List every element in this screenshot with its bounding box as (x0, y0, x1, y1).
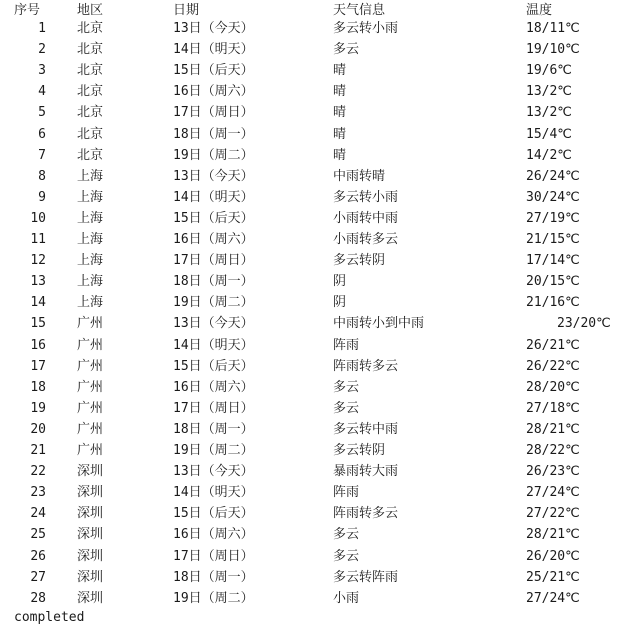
cell-city: 广州 (77, 400, 104, 416)
table-row (0, 102, 623, 123)
cell-temp: 28/20℃ (526, 379, 580, 395)
cell-city: 上海 (77, 168, 104, 184)
cell-weather: 阵雨转多云 (333, 506, 399, 522)
cell-city: 北京 (77, 63, 104, 79)
cell-index: 9 (38, 189, 46, 205)
table-row (0, 398, 623, 419)
cell-date: 18日（周一） (173, 274, 254, 290)
table-row (0, 39, 623, 60)
cell-index: 27 (30, 569, 46, 585)
cell-weather: 阴 (333, 274, 347, 290)
cell-weather: 中雨转小到中雨 (333, 316, 425, 332)
cell-weather: 多云转小雨 (333, 21, 399, 36)
cell-date: 13日（今天） (173, 464, 254, 480)
cell-date: 15日（后天） (173, 358, 254, 374)
cell-weather: 小雨 (333, 590, 360, 606)
cell-city: 广州 (77, 358, 104, 374)
table-row (0, 18, 623, 39)
cell-temp: 13/2℃ (526, 105, 572, 121)
cell-weather: 中雨转晴 (333, 168, 386, 184)
cell-weather: 多云 (333, 548, 360, 564)
cell-city: 上海 (77, 295, 104, 311)
cell-city: 上海 (77, 232, 104, 247)
cell-weather: 多云转阴 (333, 253, 386, 269)
cell-temp: 14/2℃ (526, 147, 572, 163)
cell-index: 23 (30, 485, 46, 501)
cell-index: 20 (30, 421, 46, 437)
cell-index: 6 (38, 126, 46, 142)
cell-index: 7 (38, 147, 46, 163)
cell-index: 5 (38, 105, 46, 121)
cell-index: 12 (30, 253, 46, 269)
cell-index: 24 (30, 506, 46, 522)
header-city: 地区 (77, 3, 104, 18)
cell-date: 18日（周一） (173, 569, 254, 585)
cell-temp: 28/21℃ (526, 527, 580, 543)
cell-weather: 阴 (333, 295, 347, 311)
cell-index: 26 (30, 548, 46, 564)
cell-temp: 27/19℃ (526, 210, 580, 226)
cell-city: 深圳 (77, 464, 104, 480)
cell-city: 北京 (77, 126, 104, 142)
cell-city: 上海 (77, 189, 104, 205)
cell-temp: 26/20℃ (526, 548, 580, 564)
cell-city: 北京 (77, 105, 104, 121)
table-row (0, 124, 623, 145)
cell-date: 14日（明天） (173, 189, 254, 205)
cell-temp: 15/4℃ (526, 126, 572, 142)
cell-weather: 晴 (333, 63, 347, 79)
cell-city: 广州 (77, 421, 104, 437)
cell-temp: 27/18℃ (526, 400, 580, 416)
cell-weather: 多云 (333, 527, 360, 543)
cell-temp: 28/21℃ (526, 421, 580, 437)
table-row (0, 335, 623, 356)
cell-index: 21 (30, 443, 46, 458)
cell-temp: 26/21℃ (526, 337, 580, 353)
cell-date: 15日（后天） (173, 506, 254, 522)
cell-weather: 暴雨转大雨 (333, 464, 399, 480)
cell-weather: 阵雨 (333, 485, 360, 501)
cell-index: 14 (30, 295, 46, 311)
cell-date: 18日（周一） (173, 421, 254, 437)
cell-weather: 多云转小雨 (333, 189, 399, 205)
cell-index: 22 (30, 464, 46, 480)
cell-temp: 27/22℃ (526, 506, 580, 522)
table-row (0, 81, 623, 102)
cell-index: 28 (30, 590, 46, 606)
table-row (0, 461, 623, 482)
cell-weather: 多云 (333, 400, 360, 416)
cell-date: 19日（周二） (173, 147, 254, 163)
table-row (0, 60, 623, 81)
cell-city: 深圳 (77, 527, 104, 543)
cell-city: 广州 (77, 379, 104, 395)
cell-index: 13 (30, 274, 46, 290)
cell-temp: 19/6℃ (526, 63, 572, 79)
table-row (0, 145, 623, 166)
cell-date: 16日（周六） (173, 527, 254, 543)
cell-date: 14日（明天） (173, 337, 254, 353)
cell-weather: 小雨转中雨 (333, 210, 399, 226)
cell-weather: 阵雨 (333, 337, 360, 353)
cell-date: 19日（周二） (173, 443, 254, 458)
cell-weather: 晴 (333, 84, 347, 100)
table-row (0, 588, 623, 609)
table-row (0, 503, 623, 524)
table-row (0, 356, 623, 377)
table-row (0, 567, 623, 588)
table-row (0, 524, 623, 545)
cell-weather: 阵雨转多云 (333, 358, 399, 374)
header-weather: 天气信息 (333, 3, 386, 18)
cell-city: 深圳 (77, 548, 104, 564)
cell-city: 广州 (77, 316, 104, 332)
cell-date: 17日（周日） (173, 253, 254, 269)
cell-city: 北京 (77, 147, 104, 163)
cell-city: 上海 (77, 253, 104, 269)
cell-date: 17日（周日） (173, 105, 254, 121)
cell-date: 18日（周一） (173, 126, 254, 142)
cell-temp: 18/11℃ (526, 21, 580, 36)
table-row (0, 482, 623, 503)
table-row (0, 377, 623, 398)
cell-date: 19日（周二） (173, 590, 254, 606)
cell-index: 25 (30, 527, 46, 543)
cell-city: 北京 (77, 42, 104, 58)
cell-temp: 26/24℃ (526, 168, 580, 184)
cell-city: 深圳 (77, 506, 104, 522)
table-row (0, 292, 623, 313)
cell-index: 1 (38, 21, 46, 36)
cell-index: 16 (30, 337, 46, 353)
cell-index: 17 (30, 358, 46, 374)
cell-date: 16日（周六） (173, 84, 254, 100)
cell-weather: 晴 (333, 147, 347, 163)
cell-temp: 26/22℃ (526, 358, 580, 374)
table-row (0, 166, 623, 187)
header-temp: 温度 (526, 3, 553, 18)
cell-city: 深圳 (77, 590, 104, 606)
cell-date: 14日（明天） (173, 42, 254, 58)
header-date: 日期 (173, 3, 200, 18)
cell-date: 16日（周六） (173, 379, 254, 395)
cell-city: 深圳 (77, 485, 104, 501)
header-index: 序号 (14, 3, 41, 18)
cell-weather: 多云 (333, 379, 360, 395)
cell-temp: 30/24℃ (526, 189, 580, 205)
table-row (0, 440, 623, 461)
cell-date: 14日（明天） (173, 485, 254, 501)
cell-index: 3 (38, 63, 46, 79)
cell-date: 19日（周二） (173, 295, 254, 311)
cell-temp: 19/10℃ (526, 42, 580, 58)
table-row (0, 208, 623, 229)
cell-temp: 20/15℃ (526, 274, 580, 290)
cell-temp: 26/23℃ (526, 464, 580, 480)
cell-temp: 28/22℃ (526, 443, 580, 458)
cell-index: 18 (30, 379, 46, 395)
table-row (0, 250, 623, 271)
cell-weather: 多云转中雨 (333, 421, 399, 437)
cell-date: 17日（周日） (173, 548, 254, 564)
cell-city: 上海 (77, 210, 104, 226)
cell-index: 11 (30, 232, 46, 247)
cell-city: 北京 (77, 84, 104, 100)
cell-date: 15日（后天） (173, 63, 254, 79)
cell-city: 深圳 (77, 569, 104, 585)
cell-index: 8 (38, 168, 46, 184)
table-row (0, 187, 623, 208)
cell-date: 13日（今天） (173, 168, 254, 184)
cell-city: 北京 (77, 21, 104, 36)
cell-date: 13日（今天） (173, 21, 254, 36)
cell-weather: 晴 (333, 126, 347, 142)
cell-temp: 23/20℃ (557, 316, 611, 332)
cell-index: 10 (30, 210, 46, 226)
cell-index: 2 (38, 42, 46, 58)
cell-temp: 17/14℃ (526, 253, 580, 269)
table-row (0, 229, 623, 250)
cell-weather: 多云 (333, 42, 360, 58)
cell-weather: 小雨转多云 (333, 232, 399, 247)
table-row (0, 313, 623, 334)
cell-temp: 13/2℃ (526, 84, 572, 100)
cell-date: 16日（周六） (173, 232, 254, 247)
status-text: completed (14, 610, 85, 625)
cell-temp: 21/15℃ (526, 232, 580, 247)
cell-temp: 21/16℃ (526, 295, 580, 311)
cell-temp: 27/24℃ (526, 590, 580, 606)
cell-index: 19 (30, 400, 46, 416)
cell-temp: 25/21℃ (526, 569, 580, 585)
cell-index: 4 (38, 84, 46, 100)
cell-weather: 晴 (333, 105, 347, 121)
cell-temp: 27/24℃ (526, 485, 580, 501)
cell-city: 广州 (77, 443, 104, 458)
cell-city: 广州 (77, 337, 104, 353)
cell-date: 17日（周日） (173, 400, 254, 416)
table-row (0, 546, 623, 567)
cell-date: 13日（今天） (173, 316, 254, 332)
cell-weather: 多云转阴 (333, 443, 386, 458)
cell-date: 15日（后天） (173, 210, 254, 226)
cell-weather: 多云转阵雨 (333, 569, 399, 585)
table-row (0, 419, 623, 440)
table-row (0, 271, 623, 292)
cell-index: 15 (30, 316, 46, 332)
cell-city: 上海 (77, 274, 104, 290)
